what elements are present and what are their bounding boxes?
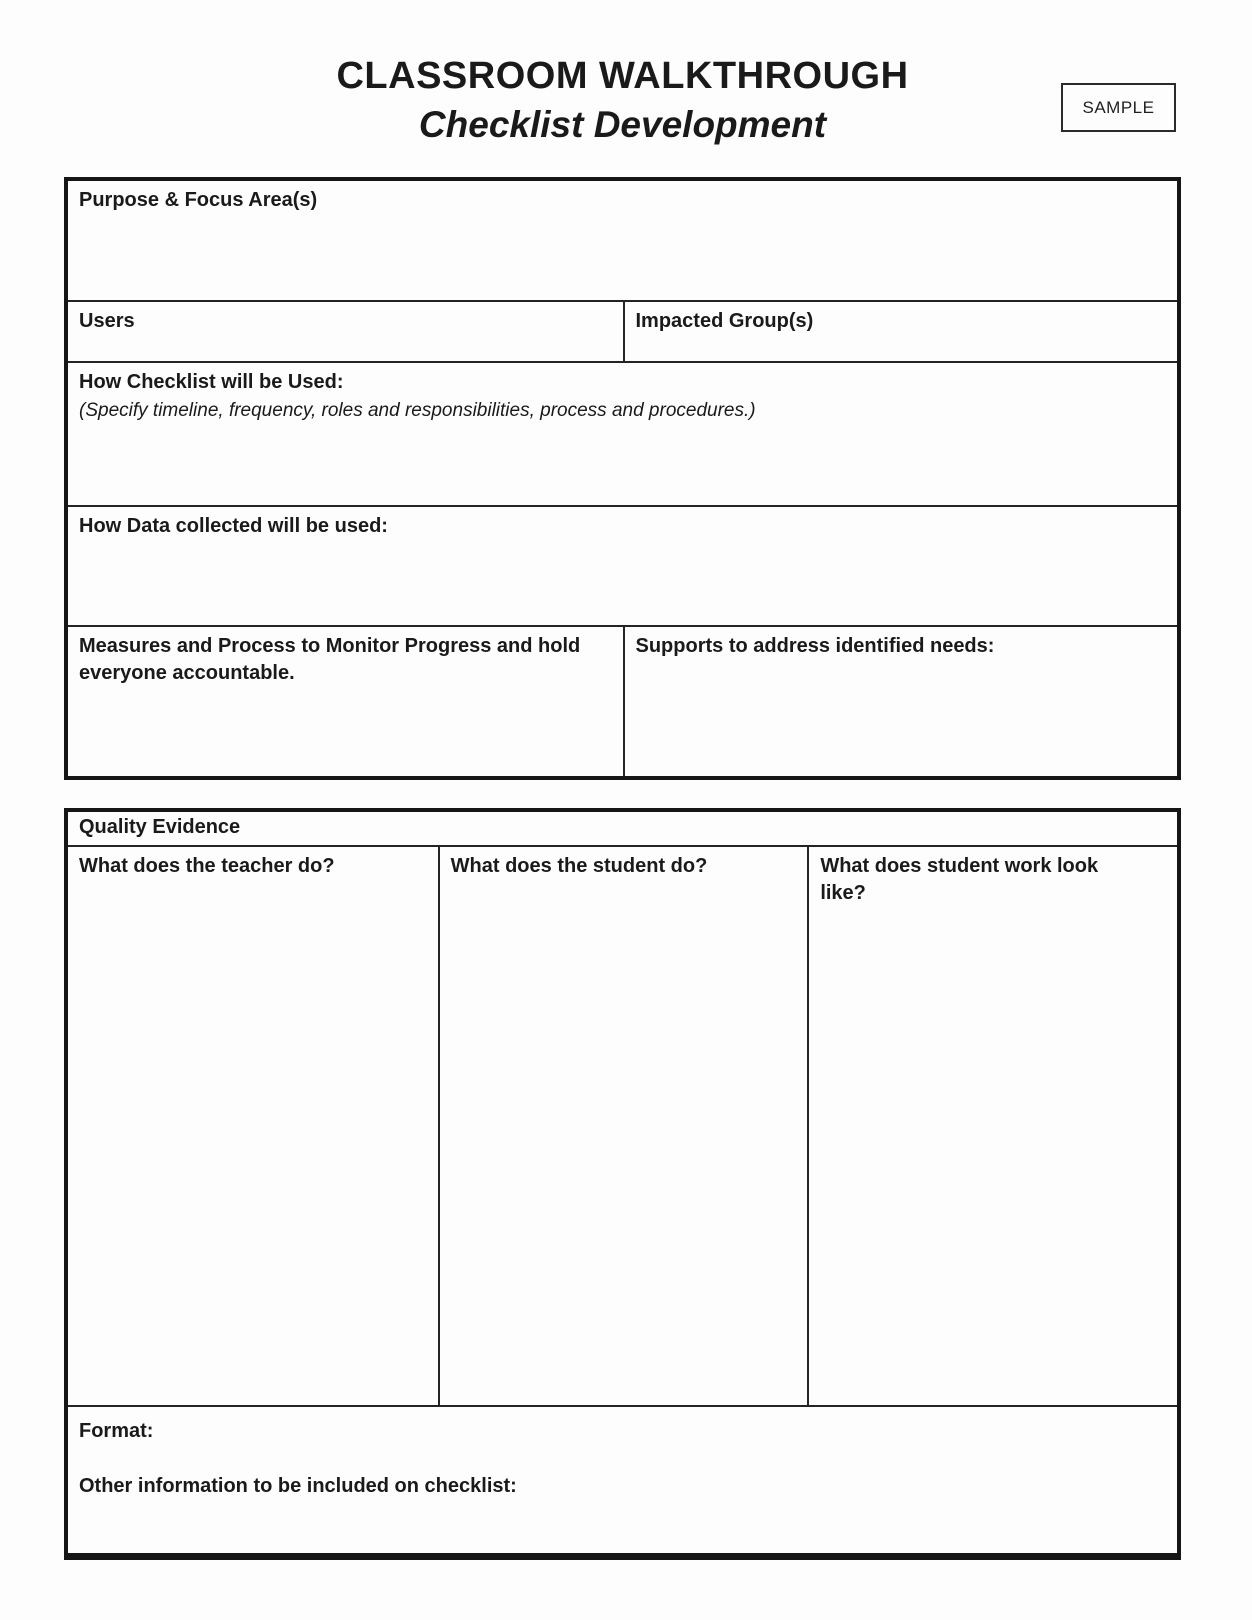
- checklist-usage-label: How Checklist will be Used:: [79, 371, 344, 393]
- measures-cell[interactable]: [68, 627, 623, 776]
- format-cell[interactable]: [68, 1405, 1177, 1553]
- page-subtitle: Checklist Development: [418, 103, 827, 145]
- student-work-evidence-label: What does student work look like?: [820, 855, 1099, 904]
- measures-label: Measures and Process to Monitor Progress and hold everyone accountable.: [79, 635, 581, 684]
- quality-evidence-table: [64, 808, 1181, 1560]
- supports-label: Supports to address identified needs:: [635, 635, 995, 657]
- users-cell[interactable]: [68, 302, 623, 361]
- measures-supports-row: [68, 625, 1177, 776]
- impacted-groups-cell[interactable]: [623, 302, 1178, 361]
- teacher-evidence-label: What does the teacher do?: [79, 855, 335, 877]
- purpose-label: Purpose & Focus Area(s): [79, 189, 318, 211]
- users-impacted-row: [68, 300, 1177, 361]
- other-info-label: Other information to be included on checklist:: [79, 1475, 517, 1497]
- users-label: Users: [79, 310, 135, 332]
- data-use-label: How Data collected will be used:: [79, 515, 388, 537]
- supports-cell[interactable]: [623, 627, 1178, 776]
- sample-stamp-label: SAMPLE: [1082, 97, 1155, 117]
- checklist-usage-cell[interactable]: [68, 361, 1177, 505]
- student-evidence-cell[interactable]: [438, 847, 808, 1405]
- student-evidence-label: What does the student do?: [450, 855, 708, 877]
- planning-table: [64, 177, 1181, 780]
- student-work-evidence-cell[interactable]: [807, 847, 1177, 1405]
- data-use-cell[interactable]: [68, 505, 1177, 625]
- format-label: Format:: [79, 1420, 154, 1442]
- checklist-usage-note: (Specify timeline, frequency, roles and responsibilities, process and procedures.): [79, 400, 756, 421]
- impacted-groups-label: Impacted Group(s): [635, 310, 814, 332]
- teacher-evidence-cell[interactable]: [68, 847, 438, 1405]
- page-header: [64, 54, 1181, 147]
- sample-stamp: [1061, 83, 1176, 132]
- page-title: CLASSROOM WALKTHROUGH: [336, 55, 909, 97]
- quality-evidence-header: [68, 812, 1177, 845]
- evidence-columns-row: [68, 845, 1177, 1405]
- purpose-cell[interactable]: [68, 181, 1177, 300]
- quality-evidence-title: Quality Evidence: [79, 816, 241, 838]
